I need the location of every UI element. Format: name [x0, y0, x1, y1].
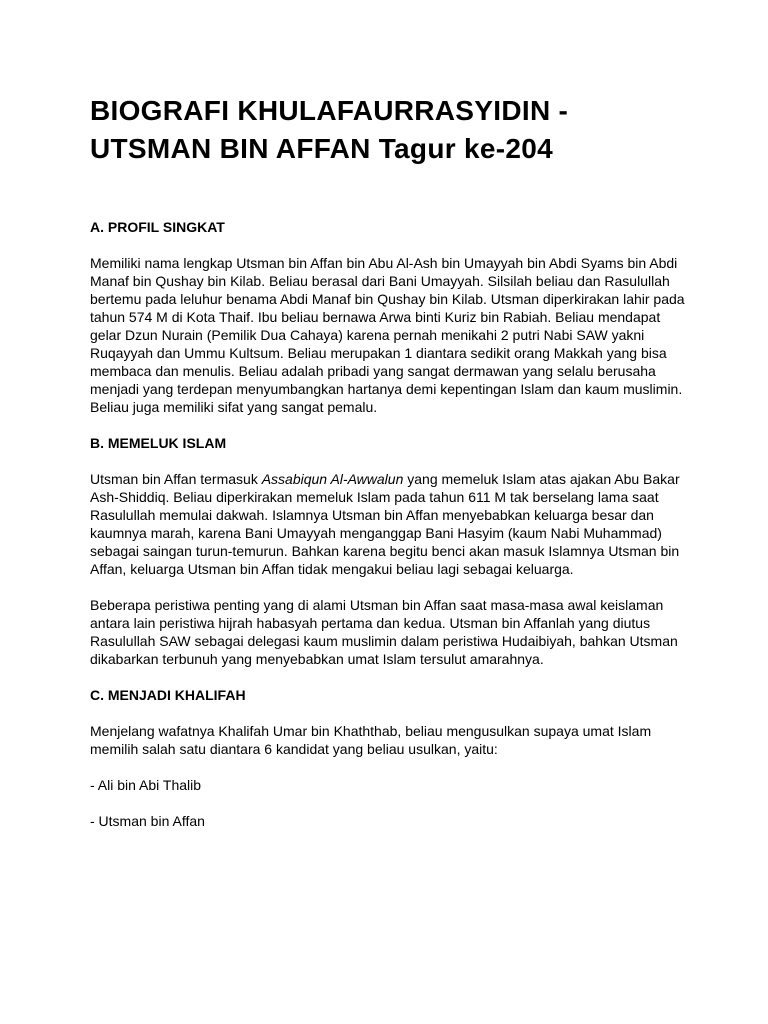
term-assabiqun: Assabiqun Al-Awwalun	[261, 471, 404, 487]
section-heading-profil: A. PROFIL SINGKAT	[90, 219, 225, 235]
paragraph-khalifah: Menjelang wafatnya Khalifah Umar bin Khaththab, beliau mengusulkan supaya umat Islam memilih salah satu diantara 6 kandidat yang beliau usulkan, yaitu:	[90, 723, 652, 757]
document-title-main: BIOGRAFI KHULAFAURRASYIDIN - UTSMAN BIN AFFAN	[90, 95, 569, 164]
paragraph-profil: Memiliki nama lengkap Utsman bin Affan bin Abu Al-Ash bin Umayyah bin Abdi Syams bin Abdi Manaf bin Qushay bin Kilab. Beliau berasal dari Bani Umayyah. Silsilah beliau dan Rasulullah bertemu pada leluhur benama Abdi Manaf bin Qushay bin Kilab. Utsman diperkirakan lahir pada tahun 574 M di Kota Thaif. Ibu beliau bernawa Arwa binti Kuriz bin Rabiah. Beliau mendapat gelar Dzun Nurain (Pemilik Dua Cahaya) karena pernah menikahi 2 putri Nabi SAW yakni Ruqayyah dan Ummu Kultsum. Beliau merupakan 1 diantara sedikit orang Makkah yang bisa membaca dan menulis. Beliau adalah pribadi yang sangat dermawan yang selalu berusaha menjadi yang terdepan menyumbangkan hartanya demi kepentingan Islam dan kaum muslimin. Beliau juga memiliki sifat yang sangat pemalu.	[90, 255, 685, 415]
document-title-suffix: Tagur ke-204	[378, 133, 554, 164]
paragraph-memeluk-2: Beberapa peristiwa penting yang di alami Utsman bin Affan saat masa-masa awal keislaman antara lain peristiwa hijrah habasyah pertama dan kedua. Utsman bin Affanlah yang diutus Rasulullah SAW sebagai delegasi kaum muslimin dalam peristiwa Hudaibiyah, bahkan Utsman dikabarkan terbunuh yang menyebabkan umat Islam tersulut amarahnya.	[90, 597, 678, 667]
candidate-list-item: - Utsman bin Affan	[90, 813, 205, 829]
section-heading-memeluk: B. MEMELUK ISLAM	[90, 435, 227, 451]
paragraph-memeluk-1-start: Utsman bin Affan termasuk	[90, 471, 262, 487]
paragraph-memeluk-1-rest: yang memeluk Islam atas ajakan Abu Bakar Ash-Shiddiq. Beliau diperkirakan memeluk Islam pada tahun 611 M tak berselang lama saat Rasulullah memulai dakwah. Islamnya Utsman bin Affan menyebabkan keluarga besar dan kaumnya marah, karena Bani Umayyah menganggap Bani Hasyim (kaum Nabi Muhammad) sebagai saingan turun-temurun. Bahkan karena begitu benci akan masuk Islamnya Utsman bin Affan, keluarga Utsman bin Affan tidak mengakui beliau lagi sebagai keluarga.	[90, 471, 680, 577]
candidate-list-item: - Ali bin Abi Thalib	[90, 777, 202, 793]
document-page	[90, 92, 690, 830]
document-title	[90, 92, 690, 168]
section-heading-khalifah: C. MENJADI KHALIFAH	[90, 687, 246, 703]
paragraph-memeluk-1	[90, 470, 690, 578]
